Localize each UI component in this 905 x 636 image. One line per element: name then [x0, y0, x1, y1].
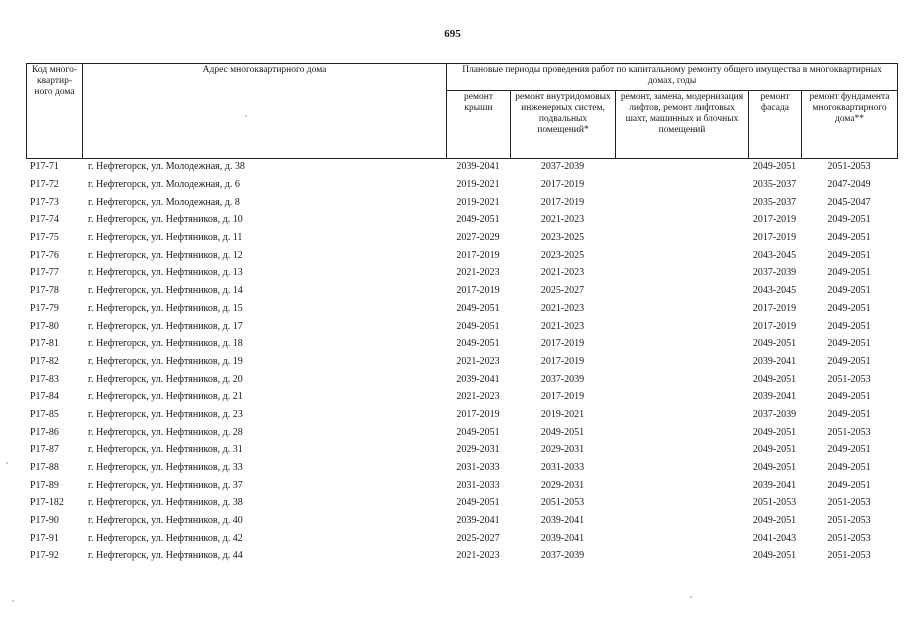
scan-speck — [12, 600, 14, 602]
cell-roof: 2025-2027 — [456, 532, 500, 544]
cell-address: г. Нефтегорск, ул. Нефтяников, д. 28 — [88, 426, 243, 438]
cell-internal-systems: 2025-2027 — [540, 285, 585, 297]
cell-code: Р17-85 — [30, 408, 59, 420]
cell-internal-systems: 2021-2023 — [540, 214, 585, 226]
cell-internal-systems: 2021-2023 — [540, 320, 585, 332]
cell-facade: 2049-2051 — [752, 462, 797, 474]
cell-roof: 2031-2033 — [456, 479, 500, 491]
cell-internal-systems: 2021-2023 — [540, 267, 585, 279]
cell-address: г. Нефтегорск, ул. Нефтяников, д. 11 — [88, 232, 243, 244]
header-facade: ремонт фасада — [749, 90, 802, 158]
cell-code: Р17-92 — [30, 550, 59, 562]
cell-roof: 2019-2021 — [456, 196, 500, 208]
cell-facade: 2039-2041 — [752, 391, 797, 403]
cell-code: Р17-71 — [30, 161, 59, 173]
table-row — [26, 158, 897, 176]
cell-roof: 2039-2041 — [456, 373, 500, 385]
cell-address: г. Нефтегорск, ул. Нефтяников, д. 13 — [88, 267, 243, 279]
cell-address: г. Нефтегорск, ул. Нефтяников, д. 37 — [88, 479, 243, 491]
table-body — [26, 158, 897, 565]
cell-foundation: 2051-2053 — [827, 532, 871, 544]
cell-code: Р17-76 — [30, 249, 59, 261]
cell-roof: 2017-2019 — [456, 249, 500, 261]
cell-roof: 2049-2051 — [456, 338, 500, 350]
cell-address: г. Нефтегорск, ул. Молодежная, д. 8 — [88, 196, 240, 208]
cell-facade: 2017-2019 — [752, 214, 797, 226]
table-row — [26, 388, 897, 406]
cell-elevators — [615, 211, 748, 229]
cell-address: г. Нефтегорск, ул. Нефтяников, д. 19 — [88, 355, 243, 367]
cell-code: Р17-182 — [30, 497, 64, 509]
cell-roof: 2049-2051 — [456, 320, 500, 332]
cell-internal-systems: 2049-2051 — [540, 426, 585, 438]
cell-elevators — [615, 529, 748, 547]
table-row — [26, 476, 897, 494]
cell-roof: 2017-2019 — [456, 408, 500, 420]
cell-elevators — [615, 370, 748, 388]
cell-elevators — [615, 335, 748, 353]
cell-elevators — [615, 264, 748, 282]
table-row — [26, 459, 897, 477]
cell-elevators — [615, 459, 748, 477]
cell-internal-systems: 2017-2019 — [540, 355, 585, 367]
cell-facade: 2049-2051 — [752, 426, 797, 438]
cell-elevators — [615, 406, 748, 424]
cell-roof: 2049-2051 — [456, 426, 500, 438]
table-row — [26, 370, 897, 388]
header-code: Код много-квартир-ного дома — [27, 64, 83, 159]
table-row — [26, 423, 897, 441]
cell-code: Р17-77 — [30, 267, 59, 279]
cell-address: г. Нефтегорск, ул. Нефтяников, д. 14 — [88, 285, 243, 297]
cell-foundation: 2051-2053 — [827, 550, 871, 562]
cell-internal-systems: 2051-2053 — [540, 497, 585, 509]
cell-foundation: 2049-2051 — [827, 249, 871, 261]
cell-address: г. Нефтегорск, ул. Нефтяников, д. 44 — [88, 550, 243, 562]
cell-address: г. Нефтегорск, ул. Нефтяников, д. 31 — [88, 444, 243, 456]
cell-elevators — [615, 176, 748, 194]
cell-foundation: 2049-2051 — [827, 479, 871, 491]
cell-internal-systems: 2017-2019 — [540, 391, 585, 403]
cell-foundation: 2045-2047 — [827, 196, 871, 208]
cell-roof: 2027-2029 — [456, 232, 500, 244]
cell-address: г. Нефтегорск, ул. Нефтяников, д. 40 — [88, 515, 243, 527]
cell-code: Р17-90 — [30, 515, 59, 527]
cell-code: Р17-75 — [30, 232, 59, 244]
table-row — [26, 193, 897, 211]
cell-address: г. Нефтегорск, ул. Нефтяников, д. 15 — [88, 302, 243, 314]
cell-elevators — [615, 547, 748, 565]
cell-elevators — [615, 158, 748, 176]
cell-elevators — [615, 282, 748, 300]
cell-facade: 2037-2039 — [752, 408, 797, 420]
cell-address: г. Нефтегорск, ул. Нефтяников, д. 18 — [88, 338, 243, 350]
cell-code: Р17-89 — [30, 479, 59, 491]
table-row — [26, 494, 897, 512]
page-number: 695 — [444, 28, 461, 40]
cell-foundation: 2049-2051 — [827, 267, 871, 279]
cell-roof: 2039-2041 — [456, 515, 500, 527]
scan-speck — [690, 596, 692, 598]
cell-code: Р17-87 — [30, 444, 59, 456]
cell-foundation: 2049-2051 — [827, 214, 871, 226]
cell-internal-systems: 2023-2025 — [540, 232, 585, 244]
cell-code: Р17-84 — [30, 391, 59, 403]
cell-foundation: 2049-2051 — [827, 462, 871, 474]
cell-facade: 2039-2041 — [752, 479, 797, 491]
cell-address: г. Нефтегорск, ул. Нефтяников, д. 33 — [88, 462, 243, 474]
cell-roof: 2049-2051 — [456, 214, 500, 226]
cell-facade: 2043-2045 — [752, 285, 797, 297]
cell-facade: 2017-2019 — [752, 232, 797, 244]
cell-foundation: 2049-2051 — [827, 444, 871, 456]
cell-facade: 2049-2051 — [752, 444, 797, 456]
cell-facade: 2037-2039 — [752, 267, 797, 279]
cell-facade: 2017-2019 — [752, 320, 797, 332]
cell-elevators — [615, 300, 748, 318]
cell-facade: 2035-2037 — [752, 196, 797, 208]
table-row — [26, 300, 897, 318]
table-header — [26, 63, 898, 159]
cell-roof: 2029-2031 — [456, 444, 500, 456]
cell-internal-systems: 2017-2019 — [540, 338, 585, 350]
cell-code: Р17-79 — [30, 302, 59, 314]
cell-roof: 2021-2023 — [456, 267, 500, 279]
cell-elevators — [615, 476, 748, 494]
cell-address: г. Нефтегорск, ул. Нефтяников, д. 20 — [88, 373, 243, 385]
cell-address: г. Нефтегорск, ул. Нефтяников, д. 38 — [88, 497, 243, 509]
cell-internal-systems: 2023-2025 — [540, 249, 585, 261]
cell-address: г. Нефтегорск, ул. Молодежная, д. 38 — [88, 161, 245, 173]
cell-facade: 2049-2051 — [752, 515, 797, 527]
cell-facade: 2043-2045 — [752, 249, 797, 261]
table-row — [26, 211, 897, 229]
cell-address: г. Нефтегорск, ул. Нефтяников, д. 42 — [88, 532, 243, 544]
table-row — [26, 547, 897, 565]
cell-internal-systems: 2017-2019 — [540, 196, 585, 208]
cell-foundation: 2049-2051 — [827, 391, 871, 403]
table-row — [26, 317, 897, 335]
header-internal-systems: ремонт внутридомовых инженерных систем, подвальных помещений* — [511, 90, 616, 158]
header-roof: ремонт крыши — [447, 90, 511, 158]
cell-facade: 2017-2019 — [752, 302, 797, 314]
table-row — [26, 335, 897, 353]
cell-code: Р17-74 — [30, 214, 59, 226]
cell-roof: 2019-2021 — [456, 179, 500, 191]
cell-code: Р17-91 — [30, 532, 59, 544]
cell-foundation: 2047-2049 — [827, 179, 871, 191]
cell-roof: 2021-2023 — [456, 355, 500, 367]
table-row — [26, 282, 897, 300]
cell-elevators — [615, 441, 748, 459]
scan-speck — [6, 462, 8, 464]
cell-internal-systems: 2037-2039 — [540, 161, 585, 173]
cell-facade: 2041-2043 — [752, 532, 797, 544]
cell-facade: 2039-2041 — [752, 355, 797, 367]
cell-facade: 2051-2053 — [752, 497, 797, 509]
header-elevators: ремонт, замена, модернизация лифтов, ремонт лифтовых шахт, машинных и блочных помещений — [616, 90, 749, 158]
cell-roof: 2039-2041 — [456, 161, 500, 173]
cell-internal-systems: 2019-2021 — [540, 408, 585, 420]
cell-facade: 2035-2037 — [752, 179, 797, 191]
header-periods: Плановые периоды проведения работ по капитальному ремонту общего имущества в многоквартирных домах, годы — [447, 64, 898, 91]
cell-code: Р17-88 — [30, 462, 59, 474]
cell-facade: 2049-2051 — [752, 373, 797, 385]
cell-elevators — [615, 423, 748, 441]
cell-elevators — [615, 512, 748, 530]
cell-elevators — [615, 246, 748, 264]
cell-foundation: 2051-2053 — [827, 426, 871, 438]
cell-elevators — [615, 388, 748, 406]
cell-facade: 2049-2051 — [752, 161, 797, 173]
cell-foundation: 2051-2053 — [827, 161, 871, 173]
cell-roof: 2049-2051 — [456, 497, 500, 509]
cell-foundation: 2049-2051 — [827, 232, 871, 244]
table-row — [26, 529, 897, 547]
cell-internal-systems: 2031-2033 — [540, 462, 585, 474]
cell-address: г. Нефтегорск, ул. Нефтяников, д. 21 — [88, 391, 243, 403]
cell-foundation: 2049-2051 — [827, 355, 871, 367]
cell-elevators — [615, 193, 748, 211]
cell-address: г. Нефтегорск, ул. Нефтяников, д. 10 — [88, 214, 243, 226]
cell-internal-systems: 2039-2041 — [540, 532, 585, 544]
table-row — [26, 406, 897, 424]
cell-roof: 2021-2023 — [456, 550, 500, 562]
cell-code: Р17-72 — [30, 179, 59, 191]
cell-roof: 2031-2033 — [456, 462, 500, 474]
header-foundation: ремонт фундамента многоквартирного дома** — [802, 90, 898, 158]
cell-foundation: 2049-2051 — [827, 302, 871, 314]
cell-internal-systems: 2037-2039 — [540, 373, 585, 385]
cell-foundation: 2049-2051 — [827, 338, 871, 350]
table-row — [26, 353, 897, 371]
cell-code: Р17-73 — [30, 196, 59, 208]
cell-elevators — [615, 353, 748, 371]
cell-roof: 2021-2023 — [456, 391, 500, 403]
cell-foundation: 2049-2051 — [827, 285, 871, 297]
cell-internal-systems: 2017-2019 — [540, 179, 585, 191]
cell-foundation: 2051-2053 — [827, 497, 871, 509]
cell-roof: 2049-2051 — [456, 302, 500, 314]
table-row — [26, 264, 897, 282]
cell-code: Р17-83 — [30, 373, 59, 385]
cell-elevators — [615, 317, 748, 335]
cell-elevators — [615, 229, 748, 247]
cell-address: г. Нефтегорск, ул. Нефтяников, д. 17 — [88, 320, 243, 332]
scan-speck — [245, 115, 247, 117]
cell-internal-systems: 2029-2031 — [540, 479, 585, 491]
table-row — [26, 229, 897, 247]
cell-address: г. Нефтегорск, ул. Нефтяников, д. 23 — [88, 408, 243, 420]
table-row — [26, 512, 897, 530]
cell-code: Р17-78 — [30, 285, 59, 297]
table-row — [26, 246, 897, 264]
cell-code: Р17-80 — [30, 320, 59, 332]
cell-code: Р17-81 — [30, 338, 59, 350]
cell-facade: 2049-2051 — [752, 338, 797, 350]
cell-facade: 2049-2051 — [752, 550, 797, 562]
cell-roof: 2017-2019 — [456, 285, 500, 297]
cell-address: г. Нефтегорск, ул. Нефтяников, д. 12 — [88, 249, 243, 261]
header-address: Адрес многоквартирного дома — [83, 64, 447, 159]
cell-address: г. Нефтегорск, ул. Молодежная, д. 6 — [88, 179, 240, 191]
cell-elevators — [615, 494, 748, 512]
cell-internal-systems: 2029-2031 — [540, 444, 585, 456]
table-row — [26, 441, 897, 459]
table-row — [26, 176, 897, 194]
cell-internal-systems: 2021-2023 — [540, 302, 585, 314]
cell-foundation: 2051-2053 — [827, 515, 871, 527]
cell-internal-systems: 2039-2041 — [540, 515, 585, 527]
cell-code: Р17-82 — [30, 355, 59, 367]
cell-code: Р17-86 — [30, 426, 59, 438]
cell-foundation: 2051-2053 — [827, 373, 871, 385]
cell-foundation: 2049-2051 — [827, 408, 871, 420]
cell-internal-systems: 2037-2039 — [540, 550, 585, 562]
cell-foundation: 2049-2051 — [827, 320, 871, 332]
